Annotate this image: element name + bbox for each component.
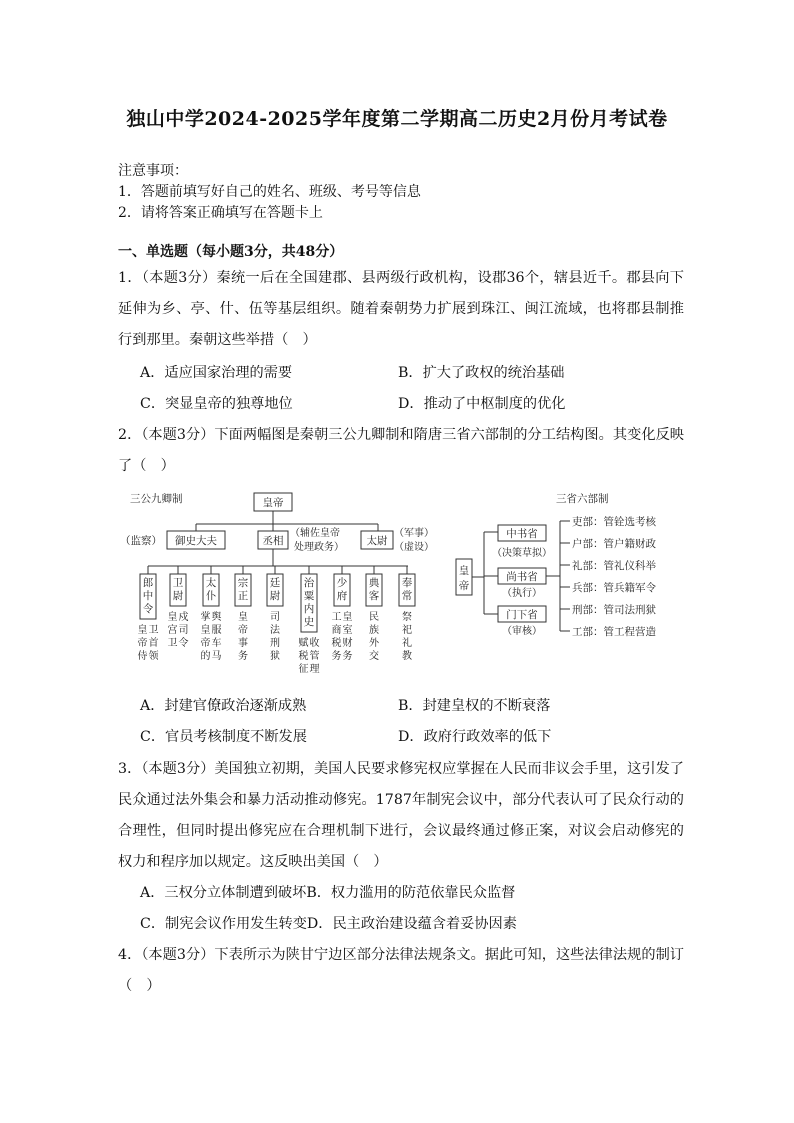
- jiuqing-duty-char: 皇: [137, 625, 148, 636]
- jiuqing-duty-char: 外: [369, 638, 379, 649]
- jiuqing-name-char: 内: [303, 603, 315, 615]
- jiuqing-duty-char: 税: [298, 651, 309, 662]
- notice-item-1: 1．答题前填写好自己的姓名、班级、考号等信息: [118, 184, 421, 200]
- liubu-item: 户部：管户籍财政: [572, 538, 656, 550]
- menxiasheng-note: （审核）: [502, 626, 542, 637]
- question-3-option-d: D．民主政治建设蕴含着妥协因素: [306, 916, 517, 932]
- shangshusheng-note: （执行）: [502, 588, 542, 599]
- jiuqing-duty-char: 礼: [402, 638, 412, 649]
- yushidafu-label: 御史大夫: [175, 535, 217, 547]
- jiuqing-duty-char: 收: [309, 638, 320, 649]
- jiuqing-duty-char: 宫: [167, 625, 178, 636]
- question-2-option-c: C．官员考核制度不断发展: [140, 729, 307, 745]
- question-3-options-row-1: [140, 883, 515, 903]
- menxiasheng-label: 门下省: [506, 609, 538, 621]
- chengxiang-note-2: 处理政务）: [294, 542, 344, 553]
- jiuqing-duty-char: 帝: [238, 625, 248, 636]
- jiuqing-duty-char: 帝: [137, 638, 148, 649]
- jiuqing-duty-char: 民: [369, 612, 379, 623]
- jiuqing-duty-char: 卫: [148, 625, 159, 636]
- jiuqing-duty-char: 首: [148, 638, 159, 649]
- jiuqing-name-char: 常: [401, 590, 413, 602]
- jiuqing-name-char: 府: [336, 590, 348, 602]
- jiuqing-name-char: 少: [336, 577, 348, 589]
- jiuqing-duty-char: 舆: [211, 612, 222, 623]
- question-1-option-a: A．适应国家治理的需要: [140, 365, 293, 381]
- taiwei-note-2: （虚设）: [394, 542, 434, 553]
- question-4-stem: 4．（本题3分）下表所示为陕甘宁边区部分法律法规条文。据此可知，这些法律法规的制订（ ）: [118, 947, 684, 994]
- jiuqing-duty-char: 令: [178, 638, 189, 649]
- jiuqing-group: [138, 566, 416, 675]
- right-emperor-char-2: 帝: [458, 580, 470, 592]
- right-emperor-char-1: 皇: [458, 565, 470, 577]
- question-3-options-row-2: [140, 914, 517, 934]
- question-2-option-a: A．封建官僚政治逐渐成熟: [140, 698, 307, 714]
- jiuqing-duty-char: 领: [148, 651, 159, 662]
- section-heading: 一、单选题（每小题3分，共48分）: [118, 244, 344, 260]
- jiuqing-duty-char: 皇: [200, 625, 211, 636]
- jiuqing-name-char: 正: [237, 590, 249, 602]
- jiuqing-duty-char: 事: [238, 638, 248, 649]
- jiuqing-duty-char: 侍: [137, 651, 148, 662]
- jiuqing-duty-char: 族: [369, 625, 379, 636]
- jiuqing-duty-char: 皇: [342, 612, 353, 623]
- jiuqing-duty-char: 司: [178, 625, 189, 636]
- shangshusheng-label: 尚书省: [506, 571, 538, 583]
- jiuqing-duty-char: 戍: [178, 612, 189, 623]
- jiuqing-duty-char: 室: [342, 625, 353, 636]
- jiuqing-duty-char: 祀: [402, 625, 412, 636]
- jiuqing-duty-char: 卫: [167, 638, 178, 649]
- jiuqing-name-char: 史: [303, 616, 315, 628]
- question-1-stem: 1．（本题3分）秦统一后在全国建郡、县两级行政机构，设郡36个，辖县近千。郡县向下延伸为乡、亭、什、伍等基层组织。随着秦朝势力扩展到珠江、闽江流域，也将郡县制推行到那里。秦朝这些举措（ ）: [118, 270, 684, 348]
- jiuqing-duty-char: 税: [331, 638, 342, 649]
- jiuqing-name-char: 奉: [401, 577, 413, 589]
- question-1-option-d: D．推动了中枢制度的优化: [398, 396, 566, 412]
- jiuqing-duty-char: 司: [270, 612, 280, 623]
- jiuqing-duty-char: 的: [200, 651, 211, 662]
- chengxiang-label: 丞相: [262, 535, 284, 547]
- jiuqing-duty-char: 服: [211, 625, 222, 636]
- jiuqing-name-char: 尉: [172, 590, 184, 602]
- jiuqing-name-char: 治: [303, 577, 315, 589]
- jiuqing-name-char: 令: [142, 603, 154, 615]
- exam-title: 独山中学2024-2025学年度第二学期高二历史2月份月考试卷: [126, 108, 668, 130]
- diagram-right-title: 三省六部制: [556, 493, 609, 505]
- chengxiang-note-1: （辅佐皇帝: [290, 528, 340, 539]
- question-3-option-b: B．权力滥用的防范依靠民众监督: [306, 885, 516, 901]
- jiuqing-name-char: 典: [368, 577, 380, 589]
- diagram-left-title: 三公九卿制: [130, 493, 183, 505]
- liubu-item: 刑部：管司法刑狱: [572, 604, 656, 616]
- notice-item-2: 2．请将答案正确填写在答题卡上: [118, 205, 323, 221]
- jiuqing-name-char: 中: [142, 590, 154, 602]
- jiuqing-name-char: 客: [368, 590, 380, 602]
- question-2-option-b: B．封建皇权的不断衰落: [398, 698, 551, 714]
- jiuqing-duty-char: 教: [402, 651, 412, 662]
- jiuqing-duty-char: 帝: [200, 638, 211, 649]
- jiuqing-duty-char: 征: [298, 664, 309, 675]
- liubu-item: 吏部：管铨选考核: [572, 516, 656, 528]
- notice-heading: 注意事项：: [118, 163, 188, 179]
- jiuqing-duty-char: 务: [238, 651, 248, 662]
- liubu-item: 兵部：管兵籍军令: [572, 582, 656, 594]
- jiuqing-duty-char: 马: [211, 651, 222, 662]
- jiuqing-name-char: 宗: [237, 577, 249, 589]
- liubu-item: 工部：管工程营造: [572, 626, 656, 638]
- jiuqing-duty-char: 管: [309, 651, 320, 662]
- jiuqing-duty-char: 财: [342, 638, 353, 649]
- jiuqing-name-char: 粟: [303, 590, 315, 602]
- jiuqing-duty-char: 务: [342, 651, 353, 662]
- liubu-item: 礼部：管礼仪科举: [572, 560, 656, 572]
- question-3-option-c: C．制宪会议作用发生转变: [140, 916, 307, 932]
- question-1-option-b: B．扩大了政权的统治基础: [398, 365, 565, 381]
- jiuqing-duty-char: 刑: [270, 638, 280, 649]
- yushidafu-note: （监察）: [120, 535, 162, 547]
- question-2-option-d: D．政府行政效率的低下: [398, 729, 552, 745]
- jiuqing-duty-char: 理: [309, 664, 320, 675]
- jiuqing-duty-char: 祭: [402, 612, 412, 623]
- jiuqing-name-char: 郎: [142, 577, 154, 589]
- jiuqing-duty-char: 车: [211, 638, 222, 649]
- jiuqing-duty-char: 赋: [298, 638, 309, 649]
- jiuqing-duty-char: 交: [369, 651, 379, 662]
- question-2-stem: 2．（本题3分）下面两幅图是秦朝三公九卿制和隋唐三省六部制的分工结构图。其变化反映了（ ）: [118, 427, 684, 474]
- zhongshusheng-note: （决策草拟）: [492, 548, 552, 559]
- jiuqing-duty-char: 工: [331, 612, 342, 623]
- zhongshusheng-label: 中书省: [506, 528, 538, 540]
- jiuqing-duty-char: 法: [270, 625, 280, 636]
- jiuqing-name-char: 卫: [172, 577, 184, 589]
- jiuqing-duty-char: 商: [331, 625, 342, 636]
- structure-diagrams: [110, 486, 700, 682]
- question-3-stem: 3．（本题3分）美国独立初期，美国人民要求修宪权应掌握在人民而非议会手里，这引发了民众通过法外集会和暴力活动推动修宪。1787年制宪会议中，部分代表认可了民众行动的合理性，但同时提出修宪应在合理机制下进行，会议最终通过修正案，对议会启动修宪的权力和程序加以规定。这反映出美国（ ）: [118, 761, 684, 870]
- taiwei-label: 太尉: [366, 535, 388, 547]
- jiuqing-name-char: 仆: [205, 590, 217, 602]
- jiuqing-duty-char: 皇: [238, 612, 248, 623]
- jiuqing-duty-char: 皇: [167, 612, 178, 623]
- jiuqing-duty-char: 狱: [270, 651, 280, 662]
- question-1-option-c: C．突显皇帝的独尊地位: [140, 396, 293, 412]
- jiuqing-duty-char: 务: [331, 651, 342, 662]
- liubu-group: [560, 515, 656, 638]
- jiuqing-name-char: 廷: [269, 577, 281, 589]
- jiuqing-name-char: 尉: [269, 590, 281, 602]
- jiuqing-duty-char: 掌: [200, 612, 211, 623]
- taiwei-note-1: （军事）: [394, 528, 434, 539]
- left-emperor-label: 皇帝: [262, 497, 284, 509]
- question-3-option-a: A．三权分立体制遭到破坏: [140, 885, 307, 901]
- jiuqing-name-char: 太: [205, 577, 217, 589]
